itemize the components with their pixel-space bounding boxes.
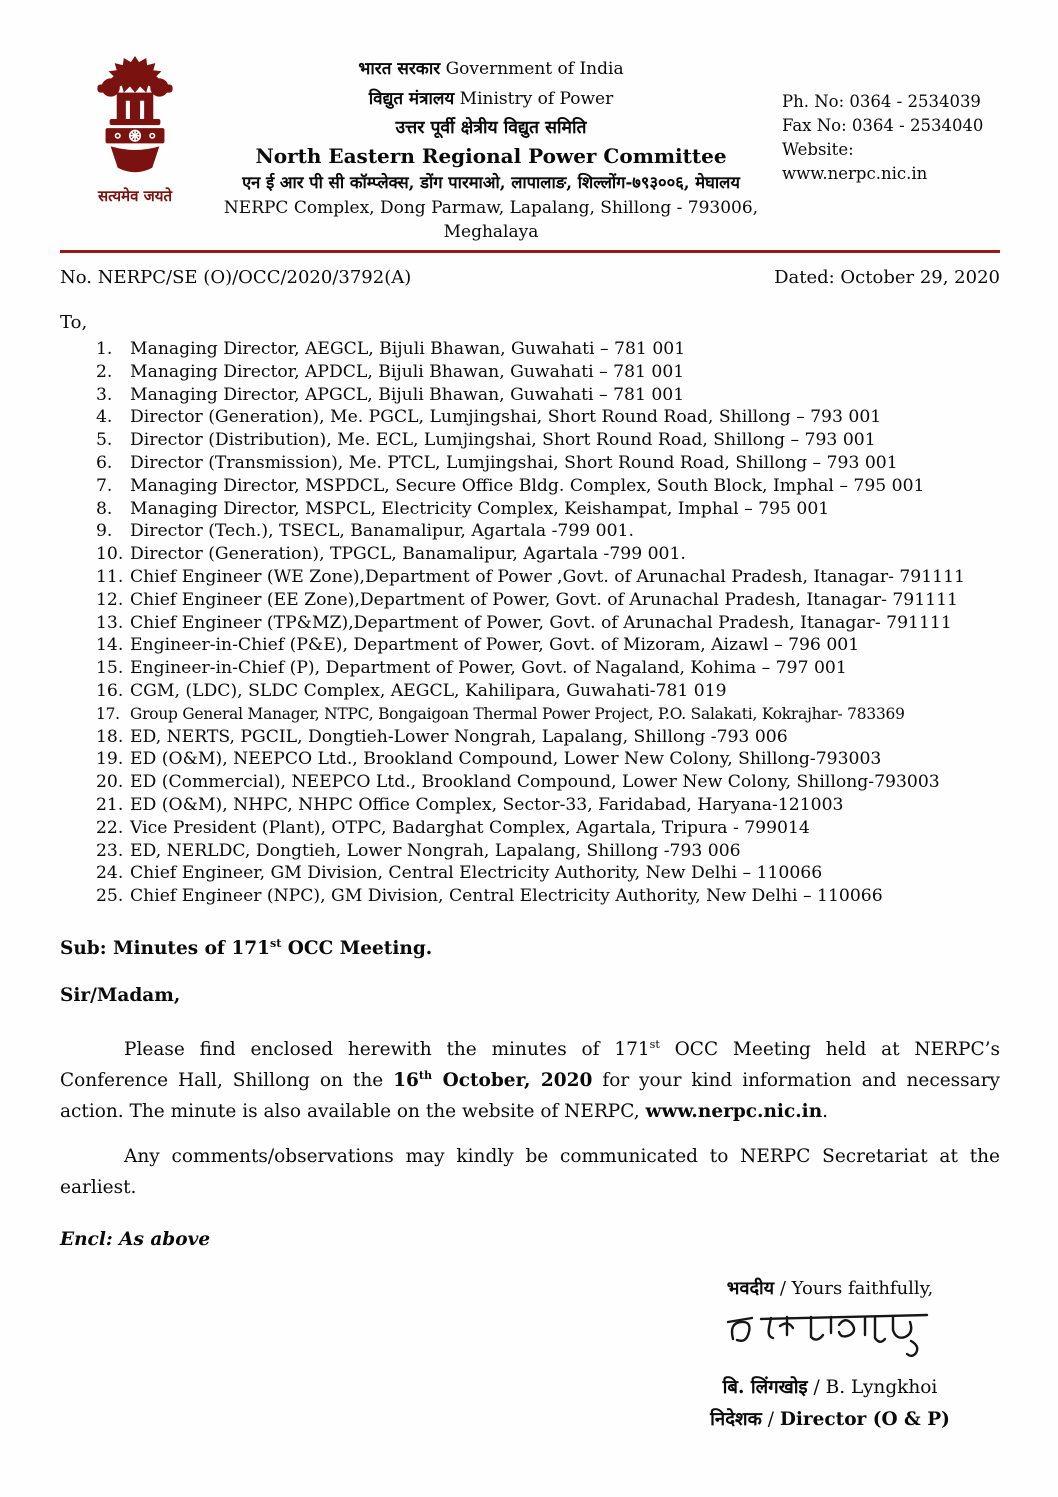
recipient-number: 13. — [96, 612, 124, 633]
recipient-number: 24. — [96, 863, 124, 884]
recipient-text: Chief Engineer (NPC), GM Division, Central Electricity Authority, New Delhi – 110066 — [130, 886, 883, 907]
recipient-text: Director (Tech.), TSECL, Banamalipur, Agartala -799 001. — [130, 521, 634, 542]
meeting-date-ordinal: th — [418, 1068, 433, 1082]
recipient-text: Director (Generation), TPGCL, Banamalipur, Agartala -799 001. — [130, 544, 686, 565]
recipient-number: 16. — [96, 680, 124, 701]
closing-line — [660, 1276, 1000, 1300]
recipient-row — [96, 475, 1000, 498]
recipient-row — [96, 543, 1000, 566]
recipient-text: Managing Director, MSPCL, Electricity Complex, Keishampat, Imphal – 795 001 — [130, 498, 830, 519]
ministry-english: Ministry of Power — [454, 89, 614, 109]
recipient-text: Director (Distribution), Me. ECL, Lumjingshai, Short Round Road, Shillong – 793 001 — [130, 430, 876, 451]
recipient-text: Chief Engineer (TP&MZ),Department of Power, Govt. of Arunachal Pradesh, Itanagar- 791111 — [130, 612, 952, 633]
ministry-hindi: विद्युत मंत्रालय — [368, 89, 455, 109]
recipient-number: 4. — [96, 407, 113, 428]
recipient-number: 2. — [96, 361, 113, 382]
recipient-row — [96, 862, 1000, 885]
emblem-block — [60, 52, 210, 244]
recipient-row — [96, 361, 1000, 384]
recipient-row — [96, 634, 1000, 657]
recipient-text: Director (Transmission), Me. PTCL, Lumjingshai, Short Round Road, Shillong – 793 001 — [130, 452, 898, 473]
committee-name-english: North Eastern Regional Power Committee — [255, 144, 727, 168]
gov-of-india-english: Government of India — [440, 59, 624, 79]
recipient-number: 23. — [96, 840, 124, 861]
recipient-number: 19. — [96, 749, 124, 770]
recipient-text: ED, NERTS, PGCIL, Dongtieh-Lower Nongrah, Lapalang, Shillong -793 006 — [130, 726, 788, 747]
recipient-row — [96, 520, 1000, 543]
website-text: Website: www.nerpc.nic.in — [782, 140, 928, 183]
recipient-text: Vice President (Plant), OTPC, Badarghat Complex, Agartala, Tripura - 799014 — [130, 817, 810, 838]
recipient-text: Managing Director, AEGCL, Bijuli Bhawan, Guwahati – 781 001 — [130, 339, 686, 359]
recipient-row — [96, 703, 1000, 726]
subject-line — [60, 938, 1000, 959]
recipient-row — [96, 885, 1000, 908]
para1-seg4: . — [822, 1100, 829, 1122]
recipient-number: 11. — [96, 566, 124, 587]
recipient-text: Managing Director, APGCL, Bijuli Bhawan, Guwahati – 781 001 — [130, 384, 685, 405]
phone-number: Ph. No: 0364 - 2534039 — [782, 92, 981, 111]
recipient-row — [96, 612, 1000, 635]
recipient-row — [96, 840, 1000, 863]
enclosure-note: Encl: As above — [60, 1228, 211, 1250]
recipient-text: ED (O&M), NHPC, NHPC Office Complex, Sector-33, Faridabad, Haryana-121003 — [130, 794, 844, 815]
recipient-row — [96, 680, 1000, 703]
recipient-row — [96, 726, 1000, 749]
recipient-number: 25. — [96, 886, 124, 907]
reference-number: No. NERPC/SE (O)/OCC/2020/3792(A) — [60, 267, 412, 288]
org-title-block — [210, 52, 772, 244]
fax-number: Fax No: 0364 - 2534040 — [782, 116, 984, 135]
closing-english: / Yours faithfully, — [774, 1277, 934, 1299]
recipient-number: 22. — [96, 817, 124, 838]
designation-hindi: निदेशक — [710, 1408, 762, 1430]
signatory-name-english: / B. Lyngkhoi — [807, 1376, 938, 1398]
salutation: Sir/Madam, — [60, 984, 181, 1006]
body-paragraph-2: Any comments/observations may kindly be communicated to NERPC Secretariat at the earliest. — [60, 1145, 1000, 1198]
recipient-number: 21. — [96, 794, 124, 815]
body-paragraph-1 — [60, 1034, 1000, 1127]
para1-ordinal-1: st — [649, 1037, 660, 1051]
recipient-text: CGM, (LDC), SLDC Complex, AEGCL, Kahilipara, Guwahati-781 019 — [130, 680, 727, 701]
recipient-number: 18. — [96, 726, 124, 747]
recipient-text: Managing Director, MSPDCL, Secure Office Bldg. Complex, South Block, Imphal – 795 001 — [130, 475, 925, 496]
recipient-row — [96, 498, 1000, 521]
signatory-name-hindi: बि. लिंगखोइ — [722, 1376, 808, 1398]
recipient-text: ED (O&M), NEEPCO Ltd., Brookland Compound, Lower New Colony, Shillong-793003 — [130, 749, 882, 770]
signatory-name — [660, 1374, 1000, 1399]
para1-seg3: for your kind information and necessary action. The minute is also available on the website of NERPC, — [60, 1069, 1000, 1122]
recipient-text: Managing Director, APDCL, Bijuli Bhawan, Guwahati – 781 001 — [130, 361, 685, 382]
meeting-date-bold — [393, 1070, 592, 1091]
emblem-of-india-icon — [77, 54, 193, 186]
handwritten-signature-image — [725, 1308, 935, 1360]
recipient-row — [96, 748, 1000, 771]
recipient-number: 7. — [96, 475, 113, 496]
gov-of-india-hindi: भारत सरकार — [358, 59, 441, 79]
para1-seg2: OCC Meeting held at NERPC’s Conference Hall, Shillong on the — [60, 1038, 1001, 1091]
to-label: To, — [60, 312, 88, 333]
letterhead-divider — [60, 250, 1000, 253]
letterhead — [60, 52, 1000, 244]
meeting-date-day: 16 — [393, 1069, 419, 1091]
subject-ordinal-suffix: st — [269, 936, 282, 950]
designation-english: Director (O & P) — [779, 1408, 950, 1430]
website-url-bold: www.nerpc.nic.in — [645, 1100, 823, 1122]
recipient-row — [96, 429, 1000, 452]
address-hindi: एन ई आर पी सी कॉम्प्लेक्स, डोंग पारमाओ, लापालाङ, शिल्लोंग-७९३००६, मेघालय — [242, 173, 740, 192]
recipient-row — [96, 794, 1000, 817]
gov-of-india-line — [210, 54, 772, 84]
recipient-list — [60, 338, 1000, 908]
recipient-text: Director (Generation), Me. PGCL, Lumjingshai, Short Round Road, Shillong – 793 001 — [130, 407, 882, 428]
recipient-number: 6. — [96, 452, 113, 473]
recipient-row — [96, 817, 1000, 840]
emblem-motto: सत्यमेव जयते — [97, 187, 173, 205]
designation-separator: / — [761, 1408, 780, 1430]
recipient-number: 14. — [96, 635, 124, 656]
recipient-number: 10. — [96, 544, 124, 565]
closing-hindi: भवदीय — [726, 1277, 775, 1299]
para1-seg1: Please find enclosed herewith the minutes of 171 — [124, 1038, 650, 1060]
recipient-number: 9. — [96, 521, 113, 542]
recipient-text: Chief Engineer, GM Division, Central Electricity Authority, New Delhi – 110066 — [130, 863, 823, 884]
recipient-text: Chief Engineer (WE Zone),Department of Power ,Govt. of Arunachal Pradesh, Itanagar- 791111 — [130, 566, 965, 587]
recipient-number: 1. — [96, 339, 113, 359]
subject-prefix: Sub: Minutes of 171 — [60, 937, 270, 959]
recipient-row — [96, 657, 1000, 680]
recipient-text: ED, NERLDC, Dongtieh, Lower Nongrah, Lapalang, Shillong -793 006 — [130, 840, 741, 861]
recipient-number: 17. — [96, 704, 120, 723]
recipient-number: 15. — [96, 658, 124, 679]
address-english: NERPC Complex, Dong Parmaw, Lapalang, Shillong - 793006, Meghalaya — [223, 198, 759, 242]
recipient-text: Chief Engineer (EE Zone),Department of Power, Govt. of Arunachal Pradesh, Itanagar- 791111 — [130, 589, 958, 610]
recipient-text: Group General Manager, NTPC, Bongaigoan Thermal Power Project, P.O. Salakati, Kokrajhar- 783369 — [130, 704, 905, 723]
signatory-designation — [660, 1406, 1000, 1431]
recipient-row — [96, 589, 1000, 612]
ministry-line — [210, 84, 772, 114]
recipient-number: 3. — [96, 384, 113, 405]
recipient-row — [96, 452, 1000, 475]
signature-block — [660, 1276, 1000, 1431]
recipient-row — [96, 566, 1000, 589]
recipient-row — [96, 384, 1000, 407]
subject-suffix: OCC Meeting. — [281, 937, 433, 959]
reference-row — [60, 267, 1000, 288]
recipient-number: 5. — [96, 430, 113, 451]
recipient-row — [96, 771, 1000, 794]
recipient-text: ED (Commercial), NEEPCO Ltd., Brookland Compound, Lower New Colony, Shillong-793003 — [130, 772, 940, 793]
recipient-row — [96, 406, 1000, 429]
recipient-text: Engineer-in-Chief (P&E), Department of Power, Govt. of Mizoram, Aizawl – 796 001 — [130, 635, 860, 656]
contact-block — [772, 52, 1000, 244]
recipient-row — [96, 338, 1000, 361]
recipient-number: 8. — [96, 498, 113, 519]
committee-name-hindi: उत्तर पूर्वी क्षेत्रीय विद्युत समिति — [395, 118, 587, 138]
recipient-text: Engineer-in-Chief (P), Department of Power, Govt. of Nagaland, Kohima – 797 001 — [130, 658, 847, 679]
letter-date: Dated: October 29, 2020 — [774, 267, 1000, 288]
meeting-date-rest: October, 2020 — [432, 1069, 593, 1091]
recipient-number: 12. — [96, 589, 124, 610]
recipient-number: 20. — [96, 772, 124, 793]
